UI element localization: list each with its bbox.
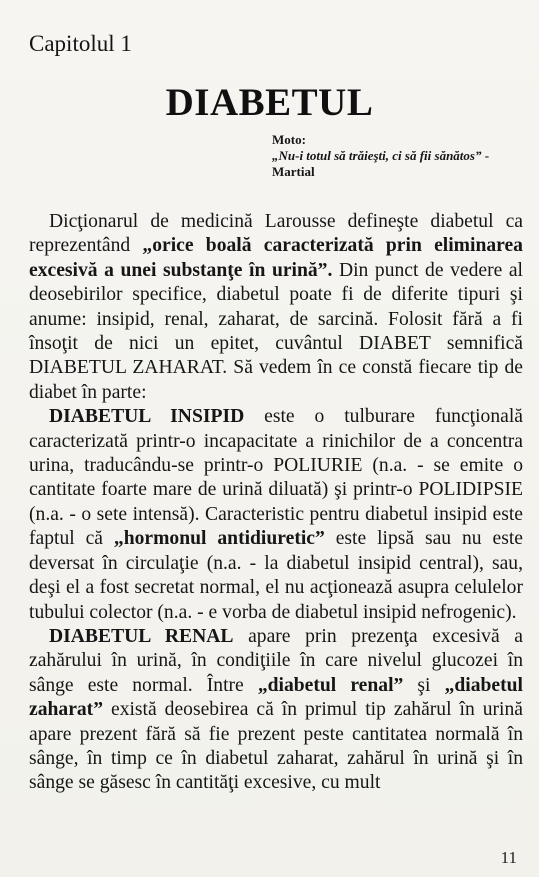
page-number: 11 — [500, 848, 517, 867]
motto-quote: „Nu-i totul să trăieşti, ci să fii sănătos” — [272, 148, 482, 163]
emphasis-text: DIABETUL INSIPID — [49, 406, 245, 428]
emphasis-text: „orice boală caracterizată prin eliminarea excesivă a unei substanţe în urină”. — [29, 235, 523, 281]
emphasis-text: „diabetul renal” — [257, 674, 404, 696]
motto-separator: - — [481, 148, 490, 163]
emphasis-text: DIABETUL RENAL — [49, 625, 234, 647]
paragraph-text: există deosebirea că în primul tip zahărul în urină apare prezent fără să fie prezent peste cantitatea normală în sânge, în timp ce în diabetul zaharat, zahărul în urină şi în sânge se găsesc în cantităţi excesive, cu mult — [29, 699, 523, 794]
chapter-label: Capitolul 1 — [29, 31, 132, 56]
paragraph-text: apare prin prezenţa excesivă a zahărului în urină, în condiţiile în care nivelul glucozei în sânge este normal. Între — [29, 625, 523, 696]
paragraph-text: Din punct de vedere al deosebirilor specifice, diabetul poate fi de diferite tipuri şi anume: insipid, renal, zaharat, de sarcină. Folosit fără a fi însoţit de nici un epitet, cuvântul DIABET semnifică DIABETUL ZAHARAT. Să vedem în ce constă fiecare tip de diabet în parte: — [29, 259, 523, 403]
body-text — [29, 210, 523, 796]
paragraph-text: este o tulburare funcţională caracterizată printr-o incapacitate a rinichilor de a concentra urina, traducându-se printr-o POLIURIE (n.a. - se emite o cantitate foarte mare de urină diluată) şi printr-o POLIDIPSIE (n.a. - o sete intensă). Caracteristic pentru diabetul insipid este faptul că — [29, 406, 523, 550]
motto-author: Martial — [272, 164, 315, 179]
paragraph — [29, 625, 523, 796]
paragraph — [29, 210, 523, 405]
paragraph-text: şi — [403, 674, 445, 696]
chapter-title: DIABETUL — [165, 81, 374, 124]
paragraph-text: este lipsă sau nu este deversat în circulaţie (n.a. - la diabetul insipid central), sau, deşi el a fost secretat normal, el nu acţionează asupra celulelor tubului colector (n.a. - e vorba de diabetul insipid nefrogenic). — [29, 528, 523, 623]
paragraph — [29, 405, 523, 625]
emphasis-text: „diabetul zaharat” — [29, 674, 523, 721]
motto-block — [272, 132, 522, 180]
paragraph-text: Dicţionarul de medicină Larousse defineşte diabetul ca reprezentând — [29, 211, 523, 257]
motto-label: Moto: — [272, 132, 306, 147]
emphasis-text: „hormonul antidiuretic” — [113, 528, 325, 550]
